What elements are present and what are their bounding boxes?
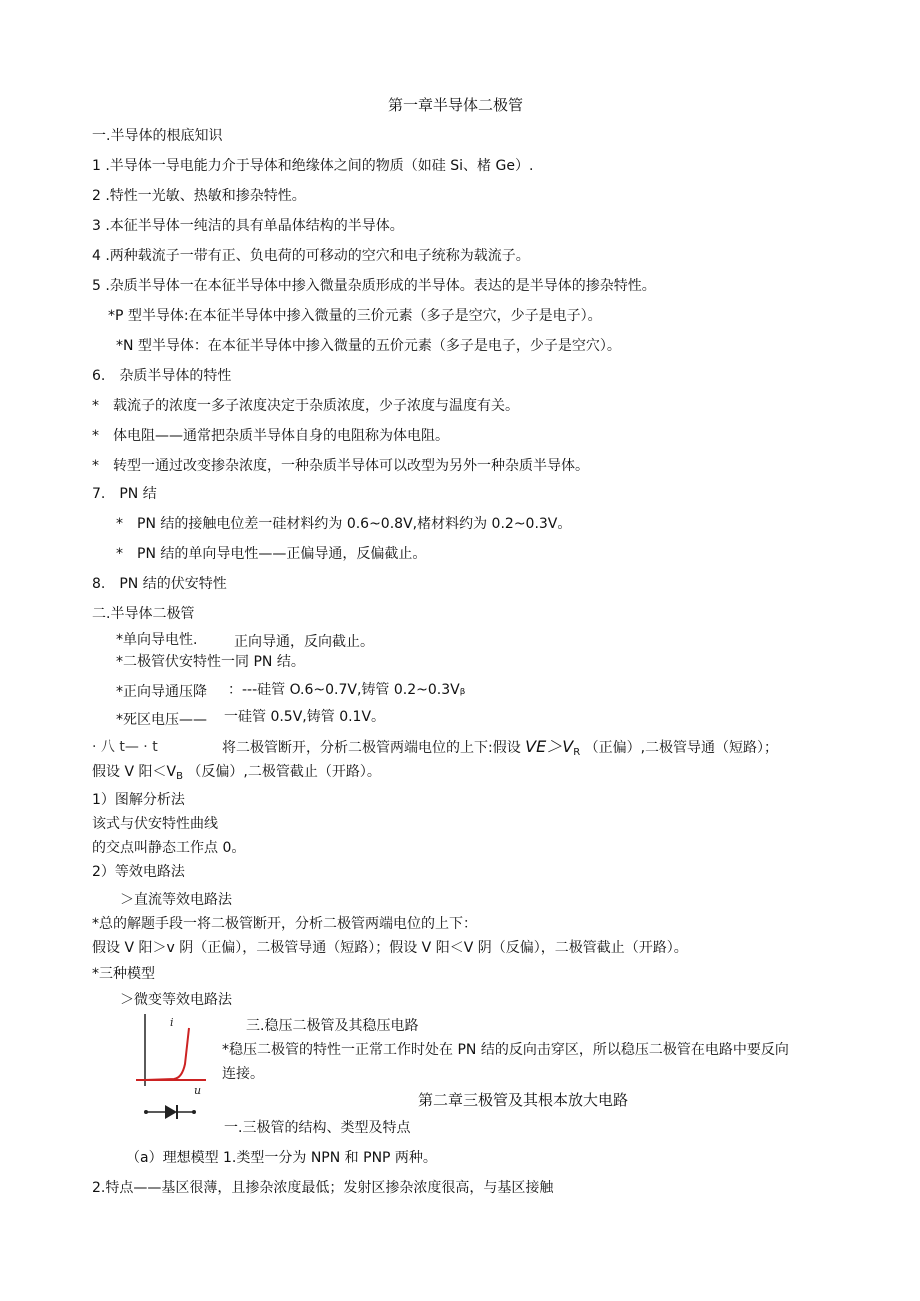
subscript: B	[176, 771, 183, 782]
page-title: 第一章半导体二极管	[388, 96, 524, 114]
text-line: *三种模型	[92, 966, 155, 982]
text-line: *死区电压——	[116, 712, 207, 728]
text-line: 2）等效电路法	[92, 864, 185, 880]
text-fragment: VE＞V	[525, 737, 574, 756]
text-fragment: 将二极管断开，分析二极管两端电位的上下:假设	[222, 740, 521, 756]
text-line: 2.特点——基区很薄，且掺杂浓度最低；发射区掺杂浓度很高，与基区接触	[92, 1180, 554, 1196]
text-line: 3 .本征半导体一纯洁的具有单晶体结构的半导体。	[92, 218, 404, 234]
chapter-2-title: 第二章三极管及其根本放大电路	[418, 1091, 629, 1109]
text-line: 5 .杂质半导体一在本征半导体中掺入微量杂质形成的半导体。表达的是半导体的掺杂特性。	[92, 278, 656, 294]
text-line	[222, 737, 778, 763]
text-line	[92, 762, 381, 787]
text-line: 8. PN 结的伏安特性	[92, 576, 227, 592]
section-heading-1: 一.半导体的根底知识	[92, 128, 223, 144]
diode-iv-curve-figure	[136, 1012, 210, 1122]
text-line: *正向导通压降	[116, 684, 207, 700]
text-line: 正向导通，反向截止。	[234, 634, 374, 650]
text-line: （a）理想模型 1.类型一分为 NPN 和 PNP 两种。	[126, 1150, 437, 1166]
bullet-line: * 转型一通过改变掺杂浓度，一种杂质半导体可以改型为另外一种杂质半导体。	[92, 458, 589, 474]
text-line: 的交点叫静态工作点 0。	[92, 840, 246, 856]
text-line: *总的解题手段一将二极管断开，分析二极管两端电位的上下：	[92, 916, 477, 932]
text-line: 该式与伏安特性曲线	[92, 816, 218, 832]
text-line: 1 .半导体一导电能力介于导体和绝缘体之间的物质（如硅 Si、楮 Ge）.	[92, 158, 534, 174]
text-line: 一硅管 0.5V,铸管 0.1V。	[224, 709, 386, 725]
text-line: 7. PN 结	[92, 486, 157, 502]
text-line: 1）图解分析法	[92, 792, 185, 808]
text-line: 4 .两种载流子一带有正、负电荷的可移动的空穴和电子统称为载流子。	[92, 248, 530, 264]
diode-symbol	[144, 1105, 196, 1119]
text-line: ＞直流等效电路法	[120, 892, 232, 908]
text-line: ：---硅管 O.6~0.7V,铸管 0.2~0.3Vᵦ	[228, 682, 466, 698]
text-fragment: 假设 V 阳＜V	[92, 764, 177, 780]
text-line: *P 型半导体:在本征半导体中掺入微量的三价元素（多子是空穴，少子是电子）。	[108, 308, 602, 324]
text-line: *二极管伏安特性一同 PN 结。	[116, 654, 305, 670]
bullet-line: * 载流子的浓度一多子浓度决定于杂质浓度，少子浓度与温度有关。	[92, 398, 519, 414]
text-line: ＞微变等效电路法	[120, 992, 232, 1008]
bullet-line: * PN 结的单向导电性——正偏导通，反偏截止。	[116, 546, 427, 562]
iv-curve	[145, 1028, 189, 1080]
section-heading: 一.三极管的结构、类型及特点	[224, 1120, 411, 1136]
text-line: *单向导电性.	[116, 632, 198, 648]
text-line: 2 .特性一光敏、热敏和掺杂特性。	[92, 188, 306, 204]
text-fragment: （反偏）,二极管截止（开路）。	[187, 764, 381, 780]
x-axis-label: u	[194, 1084, 202, 1097]
text-line: *N 型半导体：在本征半导体中掺入微量的五价元素（多子是电子，少子是空穴）。	[116, 338, 621, 354]
section-heading-3: 三.稳压二极管及其稳压电路	[246, 1018, 419, 1034]
bullet-line: * PN 结的接触电位差一硅材料约为 0.6~0.8V,楮材料约为 0.2~0.3V。	[116, 516, 572, 532]
text-line: 连接。	[222, 1066, 264, 1082]
text-line: *稳压二极管的特性一正常工作时处在 PN 结的反向击穿区，所以稳压二极管在电路中要反向	[222, 1042, 789, 1058]
subscript: R	[573, 747, 581, 758]
text-line: 6. 杂质半导体的特性	[92, 368, 232, 384]
cut-off-text: · 八 t— · t	[92, 739, 158, 755]
bullet-line: * 体电阻——通常把杂质半导体自身的电阻称为体电阻。	[92, 428, 449, 444]
section-heading-2: 二.半导体二极管	[92, 606, 195, 622]
text-line: 假设 V 阳＞v 阴（正偏），二极管导通（短路）；假设 V 阳＜V 阴（反偏），二极管截止（开路）。	[92, 940, 688, 956]
y-axis-label: i	[170, 1016, 174, 1029]
text-fragment: （正偏）,二极管导通（短路）；	[584, 740, 779, 756]
